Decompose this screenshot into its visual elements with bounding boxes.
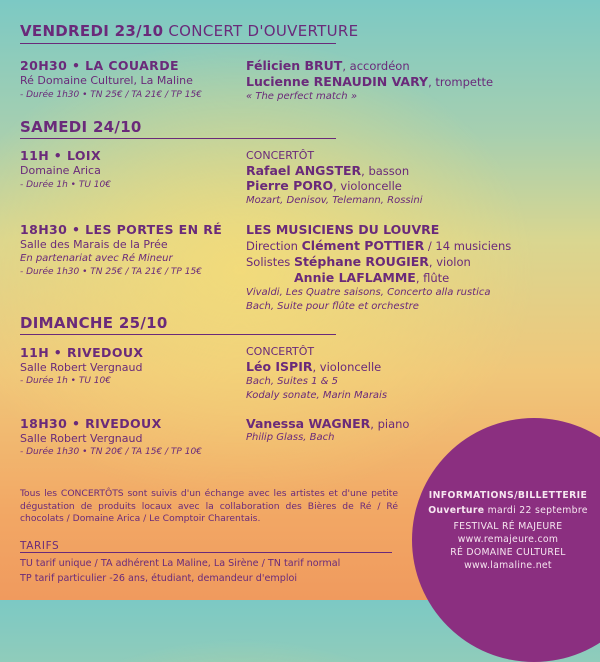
venue-name: RÉ DOMAINE CULTUREL	[450, 547, 566, 558]
program: Mozart, Denisov, Telemann, Rossini	[246, 195, 423, 206]
event-place: Salle Robert Vergnaud	[20, 432, 143, 445]
divider	[20, 138, 336, 139]
website-link[interactable]: www.lamaline.net	[464, 560, 552, 571]
event-time-venue: 18H30 • RIVEDOUX	[20, 416, 162, 431]
divider	[20, 552, 392, 553]
event-place: Ré Domaine Culturel, La Maline	[20, 74, 193, 87]
day-heading-friday: VENDREDI 23/10 CONCERT D'OUVERTURE	[20, 22, 359, 40]
program: « The perfect match »	[246, 91, 357, 102]
performer: Léo ISPIR, violoncelle	[246, 359, 382, 374]
day-heading-saturday: SAMEDI 24/10	[20, 118, 142, 136]
event-place: Domaine Arica	[20, 164, 101, 177]
festival-name: FESTIVAL RÉ MAJEURE	[453, 521, 563, 532]
info-heading: INFORMATIONS/BILLETTERIE	[428, 490, 588, 501]
ensemble-name: LES MUSICIENS DU LOUVRE	[246, 222, 440, 237]
divider	[20, 43, 336, 44]
concertot-note: Tous les CONCERTÔTS sont suivis d'un échange avec les artistes et d'une petite dégustation de produits locaux avec la collaboration des Bières de Ré / Ré chocolats / Domaine Arica / Le Comptoir Charentais.	[20, 488, 398, 525]
direction: Direction Clément POTTIER / 14 musiciens	[246, 238, 512, 253]
tarifs-title: TARIFS	[20, 540, 60, 552]
event-details: - Durée 1h30 • TN 25€ / TA 21€ / TP 15€	[20, 90, 202, 100]
event-time-venue: 11H • RIVEDOUX	[20, 345, 144, 360]
event-details: - Durée 1h30 • TN 20€ / TA 15€ / TP 10€	[20, 447, 202, 457]
event-place: Salle des Marais de la Prée	[20, 238, 168, 251]
performer: Pierre PORO, violoncelle	[246, 178, 402, 193]
program: Philip Glass, Bach	[246, 432, 335, 443]
performer: Rafael ANGSTER, basson	[246, 163, 410, 178]
divider	[20, 334, 336, 335]
event-time-venue: 20H30 • LA COUARDE	[20, 58, 179, 73]
concertot-label: CONCERTÔT	[246, 345, 315, 358]
event-place: Salle Robert Vergnaud	[20, 361, 143, 374]
concertot-label: CONCERTÔT	[246, 149, 315, 162]
program: Vivaldi, Les Quatre saisons, Concerto alla rustica	[246, 287, 491, 298]
event-time-venue: 11H • LOIX	[20, 148, 101, 163]
program: Bach, Suite pour flûte et orchestre	[246, 301, 419, 312]
event-details: - Durée 1h30 • TN 25€ / TA 21€ / TP 15€	[20, 267, 202, 277]
website-link[interactable]: www.remajeure.com	[457, 534, 559, 545]
tarifs-line: TP tarif particulier -26 ans, étudiant, demandeur d'emploi	[20, 573, 298, 584]
program: Bach, Suites 1 & 5	[246, 376, 338, 387]
event-details: - Durée 1h • TU 10€	[20, 180, 111, 190]
performer: Félicien BRUT, accordéon	[246, 58, 410, 73]
performer: Lucienne RENAUDIN VARY, trompette	[246, 74, 494, 89]
opening-date: Ouverture mardi 22 septembre	[428, 505, 588, 516]
day-heading-sunday: DIMANCHE 25/10	[20, 314, 168, 332]
soloist: Annie LAFLAMME, flûte	[294, 270, 450, 285]
tarifs-line: TU tarif unique / TA adhérent La Maline, La Sirène / TN tarif normal	[20, 558, 341, 569]
program: Kodaly sonate, Marin Marais	[246, 390, 388, 401]
event-time-venue: 18H30 • LES PORTES EN RÉ	[20, 222, 223, 237]
performer: Vanessa WAGNER, piano	[246, 416, 410, 431]
event-partner: En partenariat avec Ré Mineur	[20, 253, 173, 264]
soloist: Solistes Stéphane ROUGIER, violon	[246, 254, 471, 269]
event-details: - Durée 1h • TU 10€	[20, 376, 111, 386]
